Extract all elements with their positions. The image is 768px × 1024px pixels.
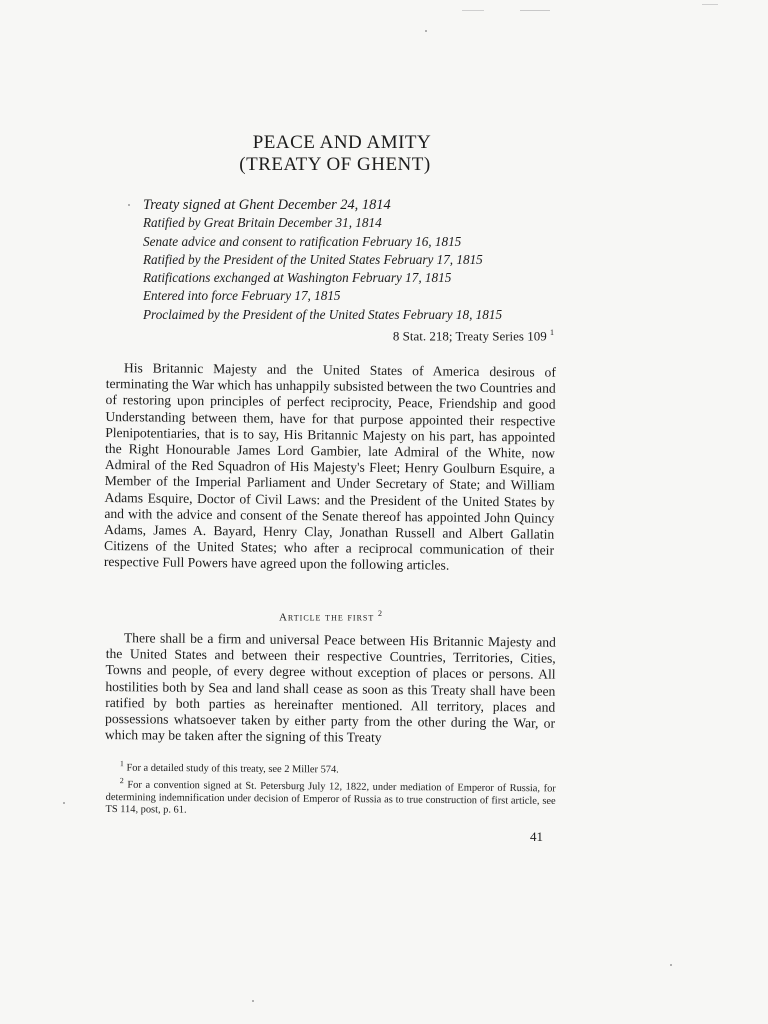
history-ratified-us: Ratified by the President of the United States February 17, 1815 <box>143 251 483 267</box>
footnote-2 <box>105 775 555 821</box>
scan-speck <box>702 4 718 5</box>
history-senate-consent: Senate advice and consent to ratification February 16, 1815 <box>143 233 462 249</box>
history-entered-into-force: Entered into force February 17, 1815 <box>143 288 341 304</box>
title-line-1: PEACE AND AMITY <box>252 132 432 153</box>
scan-speck <box>670 964 672 966</box>
footnote-mark: 2 <box>119 775 124 786</box>
article-footnote-mark: 2 <box>378 609 384 618</box>
history-signed: Treaty signed at Ghent December 24, 1814 <box>143 197 391 213</box>
citation-footnote-mark: 1 <box>550 328 554 337</box>
history-proclaimed: Proclaimed by the President of the United States February 18, 1815 <box>143 306 503 322</box>
citation-text: 8 Stat. 218; Treaty Series 109 <box>392 328 547 344</box>
footnote-mark: 1 <box>119 759 124 769</box>
article-heading <box>106 609 556 624</box>
footnote-text: For a convention signed at St. Petersburg July 12, 1822, under mediation of Emperor of Russia, for determining indemnification under decision of Emperor of Russia as to true construction of first article, see TS 114, post, p. 61. <box>105 779 556 816</box>
page-number: 41 <box>530 829 543 844</box>
title-line-2: (TREATY OF GHENT) <box>239 154 431 175</box>
scan-speck <box>425 30 427 32</box>
preamble-paragraph: His Britannic Majesty and the United States of America desirous of terminating the War which has unhappily subsisted between the two Countries and of restoring upon principles of perfect reciprocity, Peace, Friendship and good Understanding between them, have for that purpose appointed their respective Plenipotentiaries, that is to say, His Britannic Majesty on his part, has appointed the Right Honourable James Lord Gambier, late Admiral of the White, now Admiral of the Red Squadron of His Majesty's Fleet; Henry Goulburn Esquire, a Member of the Imperial Parliament and Under Secretary of State; and William Adams Esquire, Doctor of Civil Laws: and the President of the United States by and with the advice and consent of the Senate thereof has appointed John Quincy Adams, James A. Bayard, Henry Clay, Jonathan Russell and Albert Gallatin Citizens of the United States; who after a reciprocal communication of their respective Full Powers have agreed upon the following articles. <box>103 360 556 574</box>
history-ratifications-exchanged: Ratifications exchanged at Washington February 17, 1815 <box>143 270 452 286</box>
scan-speck <box>128 204 130 206</box>
footnotes <box>105 758 555 820</box>
treaty-history <box>143 196 543 324</box>
scan-speck <box>520 10 550 11</box>
history-ratified-gb: Ratified by Great Britain December 31, 1814 <box>143 215 382 231</box>
article-one-paragraph: There shall be a firm and universal Peace between His Britannic Majesty and the United States and between their respective Countries, Territories, Cities, Towns and people, of every degree without exception of places or persons. All hostilities both by Sea and land shall cease as soon as this Treaty shall have been ratified by both parties as hereinafter mentioned. All territory, places and possessions whatsoever taken by either party from the other during the War, or which may be taken after the signing of this Treaty <box>104 630 556 746</box>
scan-speck <box>252 1000 254 1002</box>
article-heading-text: Article the first <box>278 611 375 624</box>
scan-speck <box>63 802 65 804</box>
footnote-text: For a detailed study of this treaty, see 2 Miller 574. <box>126 762 339 776</box>
scan-speck <box>462 10 484 11</box>
citation <box>300 328 554 344</box>
